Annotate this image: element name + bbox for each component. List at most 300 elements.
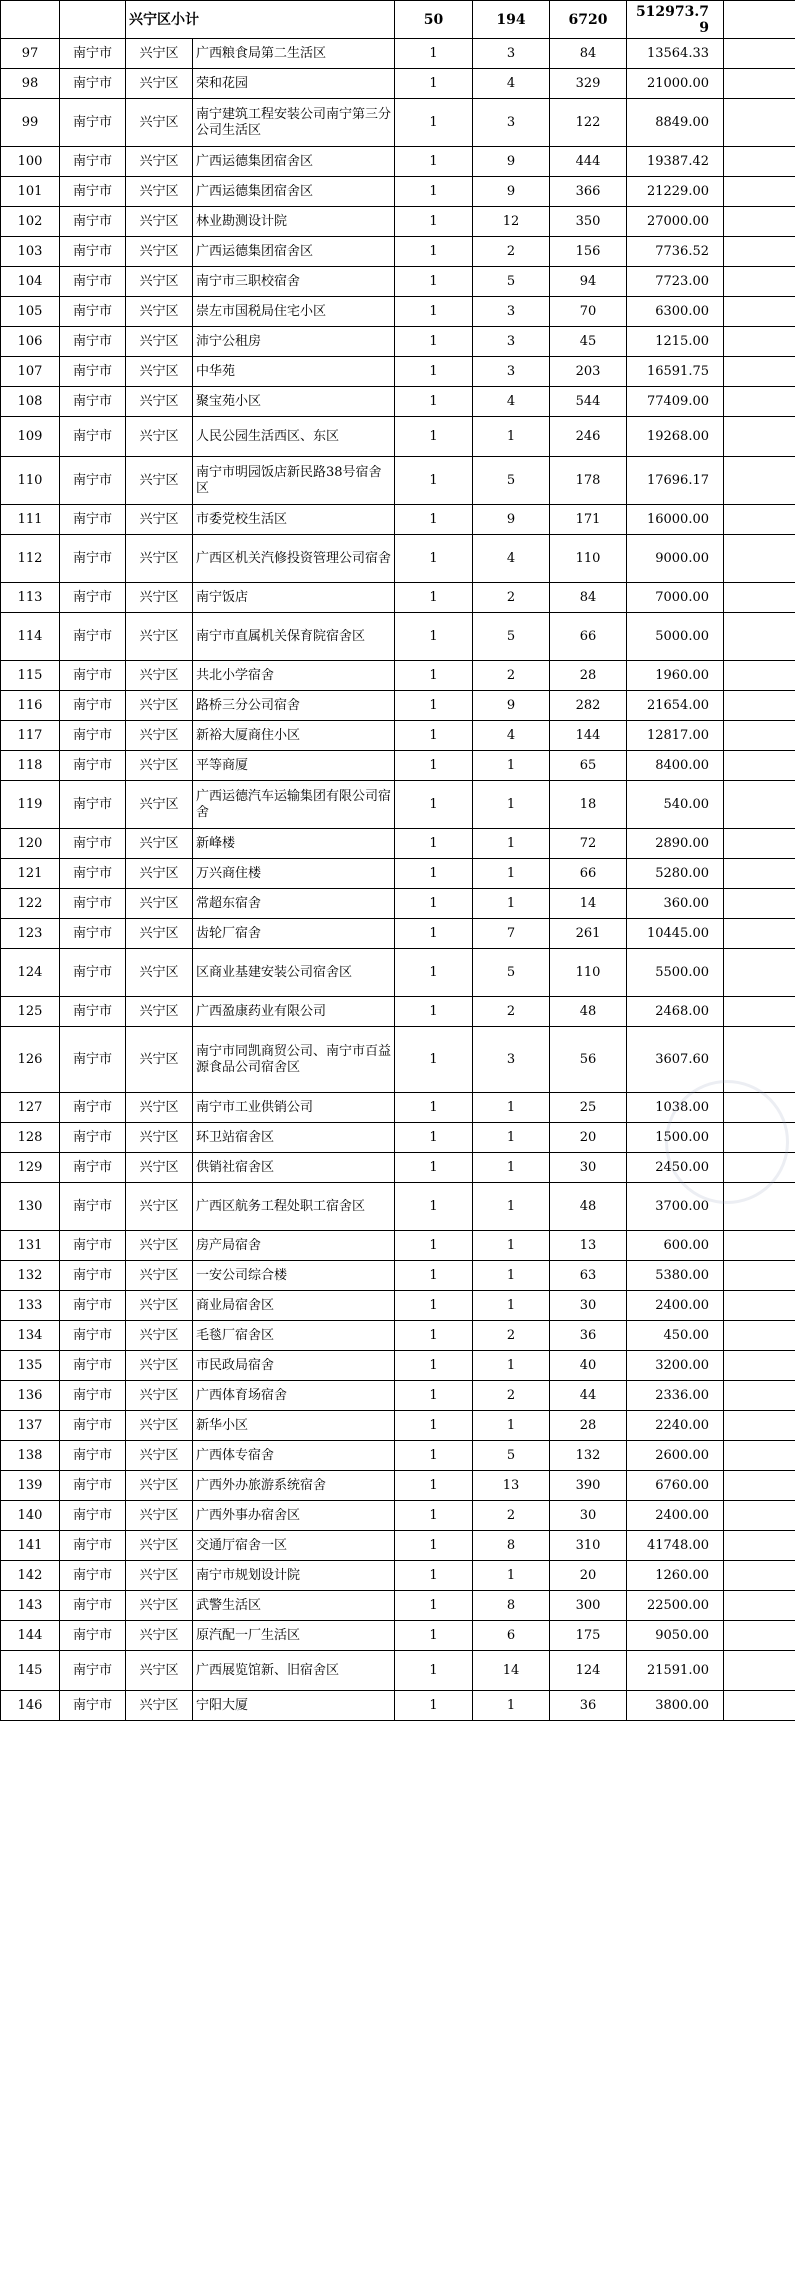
- blank-cell: [724, 781, 795, 829]
- name-cell: 常超东宿舍: [193, 889, 395, 919]
- amount-cell: 1260.00: [627, 1561, 724, 1591]
- city-cell: 南宁市: [60, 1291, 126, 1321]
- amount-cell: 5280.00: [627, 859, 724, 889]
- blank-cell: [724, 919, 795, 949]
- name-cell: 广西盈康药业有限公司: [193, 997, 395, 1027]
- amount-cell: 7723.00: [627, 267, 724, 297]
- row-number: 124: [1, 949, 60, 997]
- city-cell: 南宁市: [60, 535, 126, 583]
- amount-cell: 6300.00: [627, 297, 724, 327]
- count-1-cell: 1: [395, 417, 473, 457]
- count-1-cell: 1: [395, 177, 473, 207]
- amount-cell: 450.00: [627, 1321, 724, 1351]
- district-cell: 兴宁区: [126, 1531, 193, 1561]
- blank-cell: [724, 99, 795, 147]
- blank-cell: [724, 1531, 795, 1561]
- city-cell: 南宁市: [60, 327, 126, 357]
- table-row: [1, 859, 795, 889]
- count-2-cell: 3: [473, 99, 550, 147]
- count-1-cell: 1: [395, 1501, 473, 1531]
- row-number: 100: [1, 147, 60, 177]
- district-cell: 兴宁区: [126, 1691, 193, 1721]
- table-row: [1, 1411, 795, 1441]
- name-cell: 市委党校生活区: [193, 505, 395, 535]
- blank-cell: [724, 661, 795, 691]
- amount-cell: 2400.00: [627, 1501, 724, 1531]
- name-cell: 平等商厦: [193, 751, 395, 781]
- row-number: 113: [1, 583, 60, 613]
- city-cell: 南宁市: [60, 1261, 126, 1291]
- amount-cell: 19387.42: [627, 147, 724, 177]
- table-row: [1, 207, 795, 237]
- name-cell: 新峰楼: [193, 829, 395, 859]
- row-number: 128: [1, 1123, 60, 1153]
- count-1-cell: 1: [395, 859, 473, 889]
- count-3-cell: 44: [550, 1381, 627, 1411]
- count-3-cell: 84: [550, 39, 627, 69]
- blank-cell: [724, 1183, 795, 1231]
- name-cell: 南宁建筑工程安装公司南宁第三分公司生活区: [193, 99, 395, 147]
- name-cell: 南宁市三职校宿舍: [193, 267, 395, 297]
- count-3-cell: 48: [550, 997, 627, 1027]
- table-row: [1, 613, 795, 661]
- name-cell: 区商业基建安装公司宿舍区: [193, 949, 395, 997]
- city-cell: 南宁市: [60, 781, 126, 829]
- name-cell: 聚宝苑小区: [193, 387, 395, 417]
- table-row: [1, 387, 795, 417]
- count-1-cell: 1: [395, 1471, 473, 1501]
- district-cell: 兴宁区: [126, 267, 193, 297]
- city-cell: 南宁市: [60, 99, 126, 147]
- district-cell: 兴宁区: [126, 177, 193, 207]
- name-cell: 广西运德集团宿舍区: [193, 147, 395, 177]
- count-1-cell: 1: [395, 661, 473, 691]
- district-cell: 兴宁区: [126, 661, 193, 691]
- city-cell: 南宁市: [60, 147, 126, 177]
- subtotal-c1: 50: [395, 1, 473, 39]
- table-row: [1, 1093, 795, 1123]
- count-2-cell: 5: [473, 613, 550, 661]
- table-row: [1, 177, 795, 207]
- blank-cell: [724, 69, 795, 99]
- count-2-cell: 12: [473, 207, 550, 237]
- count-1-cell: 1: [395, 1093, 473, 1123]
- city-cell: 南宁市: [60, 1123, 126, 1153]
- table-row: [1, 457, 795, 505]
- row-number: 107: [1, 357, 60, 387]
- name-cell: 广西运德集团宿舍区: [193, 177, 395, 207]
- count-2-cell: 3: [473, 39, 550, 69]
- table-row: [1, 297, 795, 327]
- name-cell: 新华小区: [193, 1411, 395, 1441]
- count-3-cell: 66: [550, 859, 627, 889]
- amount-cell: 13564.33: [627, 39, 724, 69]
- count-1-cell: 1: [395, 583, 473, 613]
- city-cell: 南宁市: [60, 1471, 126, 1501]
- blank-cell: [724, 691, 795, 721]
- row-number: 99: [1, 99, 60, 147]
- city-cell: 南宁市: [60, 1691, 126, 1721]
- name-cell: 环卫站宿舍区: [193, 1123, 395, 1153]
- amount-cell: 16591.75: [627, 357, 724, 387]
- table-row: [1, 1183, 795, 1231]
- count-2-cell: 2: [473, 237, 550, 267]
- district-cell: 兴宁区: [126, 1381, 193, 1411]
- row-number: 121: [1, 859, 60, 889]
- count-1-cell: 1: [395, 1651, 473, 1691]
- table-row: [1, 1231, 795, 1261]
- row-number: 116: [1, 691, 60, 721]
- district-cell: 兴宁区: [126, 1411, 193, 1441]
- count-3-cell: 310: [550, 1531, 627, 1561]
- table-row: [1, 1501, 795, 1531]
- blank-cell: [724, 829, 795, 859]
- name-cell: 南宁市工业供销公司: [193, 1093, 395, 1123]
- district-cell: 兴宁区: [126, 613, 193, 661]
- subtotal-blank: [724, 1, 795, 39]
- count-3-cell: 48: [550, 1183, 627, 1231]
- amount-cell: 22500.00: [627, 1591, 724, 1621]
- amount-cell: 8849.00: [627, 99, 724, 147]
- count-1-cell: 1: [395, 691, 473, 721]
- table-row: [1, 1123, 795, 1153]
- blank-cell: [724, 39, 795, 69]
- row-number: 102: [1, 207, 60, 237]
- subtotal-row: [1, 1, 795, 39]
- count-3-cell: 30: [550, 1291, 627, 1321]
- table-row: [1, 505, 795, 535]
- amount-cell: 6760.00: [627, 1471, 724, 1501]
- name-cell: 南宁饭店: [193, 583, 395, 613]
- name-cell: 广西运德集团宿舍区: [193, 237, 395, 267]
- count-2-cell: 6: [473, 1621, 550, 1651]
- row-number: 139: [1, 1471, 60, 1501]
- row-number: 103: [1, 237, 60, 267]
- district-cell: 兴宁区: [126, 1471, 193, 1501]
- city-cell: 南宁市: [60, 1411, 126, 1441]
- district-cell: 兴宁区: [126, 781, 193, 829]
- blank-cell: [724, 1691, 795, 1721]
- amount-cell: 3700.00: [627, 1183, 724, 1231]
- count-1-cell: 1: [395, 1691, 473, 1721]
- district-cell: 兴宁区: [126, 1321, 193, 1351]
- count-1-cell: 1: [395, 69, 473, 99]
- district-cell: 兴宁区: [126, 919, 193, 949]
- count-3-cell: 66: [550, 613, 627, 661]
- district-cell: 兴宁区: [126, 147, 193, 177]
- count-1-cell: 1: [395, 1561, 473, 1591]
- name-cell: 万兴商住楼: [193, 859, 395, 889]
- district-cell: 兴宁区: [126, 1591, 193, 1621]
- district-cell: 兴宁区: [126, 583, 193, 613]
- district-cell: 兴宁区: [126, 1501, 193, 1531]
- table-row: [1, 99, 795, 147]
- city-cell: 南宁市: [60, 177, 126, 207]
- table-row: [1, 1531, 795, 1561]
- count-2-cell: 5: [473, 1441, 550, 1471]
- amount-cell: 21654.00: [627, 691, 724, 721]
- count-3-cell: 444: [550, 147, 627, 177]
- count-3-cell: 94: [550, 267, 627, 297]
- table-row: [1, 1153, 795, 1183]
- name-cell: 武警生活区: [193, 1591, 395, 1621]
- count-2-cell: 1: [473, 1183, 550, 1231]
- count-3-cell: 28: [550, 1411, 627, 1441]
- row-number: 140: [1, 1501, 60, 1531]
- count-1-cell: 1: [395, 1381, 473, 1411]
- amount-cell: 3607.60: [627, 1027, 724, 1093]
- count-2-cell: 1: [473, 417, 550, 457]
- amount-cell: 27000.00: [627, 207, 724, 237]
- count-3-cell: 36: [550, 1321, 627, 1351]
- city-cell: 南宁市: [60, 919, 126, 949]
- count-1-cell: 1: [395, 267, 473, 297]
- count-3-cell: 36: [550, 1691, 627, 1721]
- row-number: 138: [1, 1441, 60, 1471]
- table-row: [1, 751, 795, 781]
- amount-cell: 2468.00: [627, 997, 724, 1027]
- subtotal-c3: 6720: [550, 1, 627, 39]
- amount-cell: 17696.17: [627, 457, 724, 505]
- count-1-cell: 1: [395, 237, 473, 267]
- row-number: 132: [1, 1261, 60, 1291]
- district-cell: 兴宁区: [126, 535, 193, 583]
- district-cell: 兴宁区: [126, 39, 193, 69]
- name-cell: 崇左市国税局住宅小区: [193, 297, 395, 327]
- row-number: 120: [1, 829, 60, 859]
- table-row: [1, 829, 795, 859]
- table-row: [1, 535, 795, 583]
- blank-cell: [724, 1561, 795, 1591]
- count-2-cell: 14: [473, 1651, 550, 1691]
- count-2-cell: 1: [473, 1691, 550, 1721]
- count-2-cell: 3: [473, 297, 550, 327]
- count-3-cell: 25: [550, 1093, 627, 1123]
- name-cell: 林业勘测设计院: [193, 207, 395, 237]
- amount-cell: 360.00: [627, 889, 724, 919]
- row-number: 104: [1, 267, 60, 297]
- count-3-cell: 156: [550, 237, 627, 267]
- name-cell: 宁阳大厦: [193, 1691, 395, 1721]
- amount-cell: 2336.00: [627, 1381, 724, 1411]
- subtotal-blank: [1, 1, 60, 39]
- count-1-cell: 1: [395, 1411, 473, 1441]
- city-cell: 南宁市: [60, 237, 126, 267]
- count-1-cell: 1: [395, 1441, 473, 1471]
- row-number: 146: [1, 1691, 60, 1721]
- count-3-cell: 110: [550, 949, 627, 997]
- amount-cell: 8400.00: [627, 751, 724, 781]
- count-3-cell: 246: [550, 417, 627, 457]
- city-cell: 南宁市: [60, 1651, 126, 1691]
- count-2-cell: 1: [473, 859, 550, 889]
- name-cell: 市民政局宿舍: [193, 1351, 395, 1381]
- count-2-cell: 2: [473, 1321, 550, 1351]
- row-number: 126: [1, 1027, 60, 1093]
- row-number: 133: [1, 1291, 60, 1321]
- name-cell: 广西体专宿舍: [193, 1441, 395, 1471]
- count-2-cell: 1: [473, 1561, 550, 1591]
- row-number: 108: [1, 387, 60, 417]
- amount-cell: 1960.00: [627, 661, 724, 691]
- city-cell: 南宁市: [60, 357, 126, 387]
- row-number: 119: [1, 781, 60, 829]
- name-cell: 共北小学宿舍: [193, 661, 395, 691]
- amount-cell: 16000.00: [627, 505, 724, 535]
- name-cell: 广西体育场宿舍: [193, 1381, 395, 1411]
- count-3-cell: 544: [550, 387, 627, 417]
- amount-cell: 7000.00: [627, 583, 724, 613]
- count-2-cell: 1: [473, 1411, 550, 1441]
- amount-cell: 5500.00: [627, 949, 724, 997]
- name-cell: 交通厅宿舍一区: [193, 1531, 395, 1561]
- subtotal-c4: 512973.79: [627, 1, 724, 39]
- district-cell: 兴宁区: [126, 207, 193, 237]
- count-1-cell: 1: [395, 919, 473, 949]
- amount-cell: 600.00: [627, 1231, 724, 1261]
- count-2-cell: 8: [473, 1591, 550, 1621]
- row-number: 130: [1, 1183, 60, 1231]
- blank-cell: [724, 1351, 795, 1381]
- city-cell: 南宁市: [60, 1231, 126, 1261]
- count-3-cell: 63: [550, 1261, 627, 1291]
- table-row: [1, 949, 795, 997]
- table-row: [1, 417, 795, 457]
- table-row: [1, 997, 795, 1027]
- name-cell: 商业局宿舍区: [193, 1291, 395, 1321]
- name-cell: 人民公园生活西区、东区: [193, 417, 395, 457]
- amount-cell: 21229.00: [627, 177, 724, 207]
- city-cell: 南宁市: [60, 613, 126, 661]
- name-cell: 供销社宿舍区: [193, 1153, 395, 1183]
- district-cell: 兴宁区: [126, 357, 193, 387]
- city-cell: 南宁市: [60, 1621, 126, 1651]
- blank-cell: [724, 1093, 795, 1123]
- count-3-cell: 40: [550, 1351, 627, 1381]
- count-1-cell: 1: [395, 535, 473, 583]
- blank-cell: [724, 505, 795, 535]
- blank-cell: [724, 1471, 795, 1501]
- count-2-cell: 4: [473, 387, 550, 417]
- table-row: [1, 919, 795, 949]
- city-cell: 南宁市: [60, 297, 126, 327]
- row-number: 118: [1, 751, 60, 781]
- count-1-cell: 1: [395, 387, 473, 417]
- amount-cell: 19268.00: [627, 417, 724, 457]
- count-3-cell: 30: [550, 1501, 627, 1531]
- count-1-cell: 1: [395, 1153, 473, 1183]
- row-number: 109: [1, 417, 60, 457]
- count-3-cell: 18: [550, 781, 627, 829]
- count-3-cell: 390: [550, 1471, 627, 1501]
- blank-cell: [724, 1591, 795, 1621]
- count-3-cell: 175: [550, 1621, 627, 1651]
- amount-cell: 1038.00: [627, 1093, 724, 1123]
- row-number: 111: [1, 505, 60, 535]
- blank-cell: [724, 1027, 795, 1093]
- table-row: [1, 1381, 795, 1411]
- name-cell: 一安公司综合楼: [193, 1261, 395, 1291]
- blank-cell: [724, 147, 795, 177]
- amount-cell: 5380.00: [627, 1261, 724, 1291]
- city-cell: 南宁市: [60, 859, 126, 889]
- amount-cell: 2450.00: [627, 1153, 724, 1183]
- city-cell: 南宁市: [60, 1153, 126, 1183]
- count-2-cell: 2: [473, 1381, 550, 1411]
- table-row: [1, 1561, 795, 1591]
- district-cell: 兴宁区: [126, 237, 193, 267]
- count-2-cell: 13: [473, 1471, 550, 1501]
- city-cell: 南宁市: [60, 1027, 126, 1093]
- blank-cell: [724, 1381, 795, 1411]
- count-1-cell: 1: [395, 1291, 473, 1321]
- city-cell: 南宁市: [60, 1183, 126, 1231]
- count-3-cell: 132: [550, 1441, 627, 1471]
- city-cell: 南宁市: [60, 829, 126, 859]
- count-1-cell: 1: [395, 721, 473, 751]
- count-3-cell: 20: [550, 1561, 627, 1591]
- count-2-cell: 2: [473, 583, 550, 613]
- count-3-cell: 366: [550, 177, 627, 207]
- district-cell: 兴宁区: [126, 1441, 193, 1471]
- city-cell: 南宁市: [60, 39, 126, 69]
- count-3-cell: 122: [550, 99, 627, 147]
- district-cell: 兴宁区: [126, 1261, 193, 1291]
- table-row: [1, 661, 795, 691]
- city-cell: 南宁市: [60, 721, 126, 751]
- table-row: [1, 889, 795, 919]
- count-2-cell: 4: [473, 721, 550, 751]
- district-cell: 兴宁区: [126, 1153, 193, 1183]
- district-cell: 兴宁区: [126, 1561, 193, 1591]
- count-2-cell: 2: [473, 997, 550, 1027]
- district-cell: 兴宁区: [126, 721, 193, 751]
- count-3-cell: 178: [550, 457, 627, 505]
- count-1-cell: 1: [395, 327, 473, 357]
- district-cell: 兴宁区: [126, 1027, 193, 1093]
- city-cell: 南宁市: [60, 267, 126, 297]
- count-2-cell: 9: [473, 505, 550, 535]
- district-cell: 兴宁区: [126, 1093, 193, 1123]
- district-cell: 兴宁区: [126, 691, 193, 721]
- row-number: 110: [1, 457, 60, 505]
- count-2-cell: 1: [473, 751, 550, 781]
- row-number: 131: [1, 1231, 60, 1261]
- count-3-cell: 70: [550, 297, 627, 327]
- count-3-cell: 300: [550, 1591, 627, 1621]
- count-2-cell: 2: [473, 1501, 550, 1531]
- district-cell: 兴宁区: [126, 751, 193, 781]
- amount-cell: 9050.00: [627, 1621, 724, 1651]
- name-cell: 南宁市同凯商贸公司、南宁市百益源食品公司宿舍区: [193, 1027, 395, 1093]
- subtotal-blank: [60, 1, 126, 39]
- table-row: [1, 1321, 795, 1351]
- count-3-cell: 110: [550, 535, 627, 583]
- row-number: 135: [1, 1351, 60, 1381]
- city-cell: 南宁市: [60, 1351, 126, 1381]
- name-cell: 南宁市规划设计院: [193, 1561, 395, 1591]
- blank-cell: [724, 1441, 795, 1471]
- table-row: [1, 267, 795, 297]
- count-2-cell: 9: [473, 147, 550, 177]
- blank-cell: [724, 1411, 795, 1441]
- amount-cell: 1215.00: [627, 327, 724, 357]
- district-cell: 兴宁区: [126, 949, 193, 997]
- count-3-cell: 13: [550, 1231, 627, 1261]
- city-cell: 南宁市: [60, 207, 126, 237]
- count-2-cell: 1: [473, 829, 550, 859]
- city-cell: 南宁市: [60, 1441, 126, 1471]
